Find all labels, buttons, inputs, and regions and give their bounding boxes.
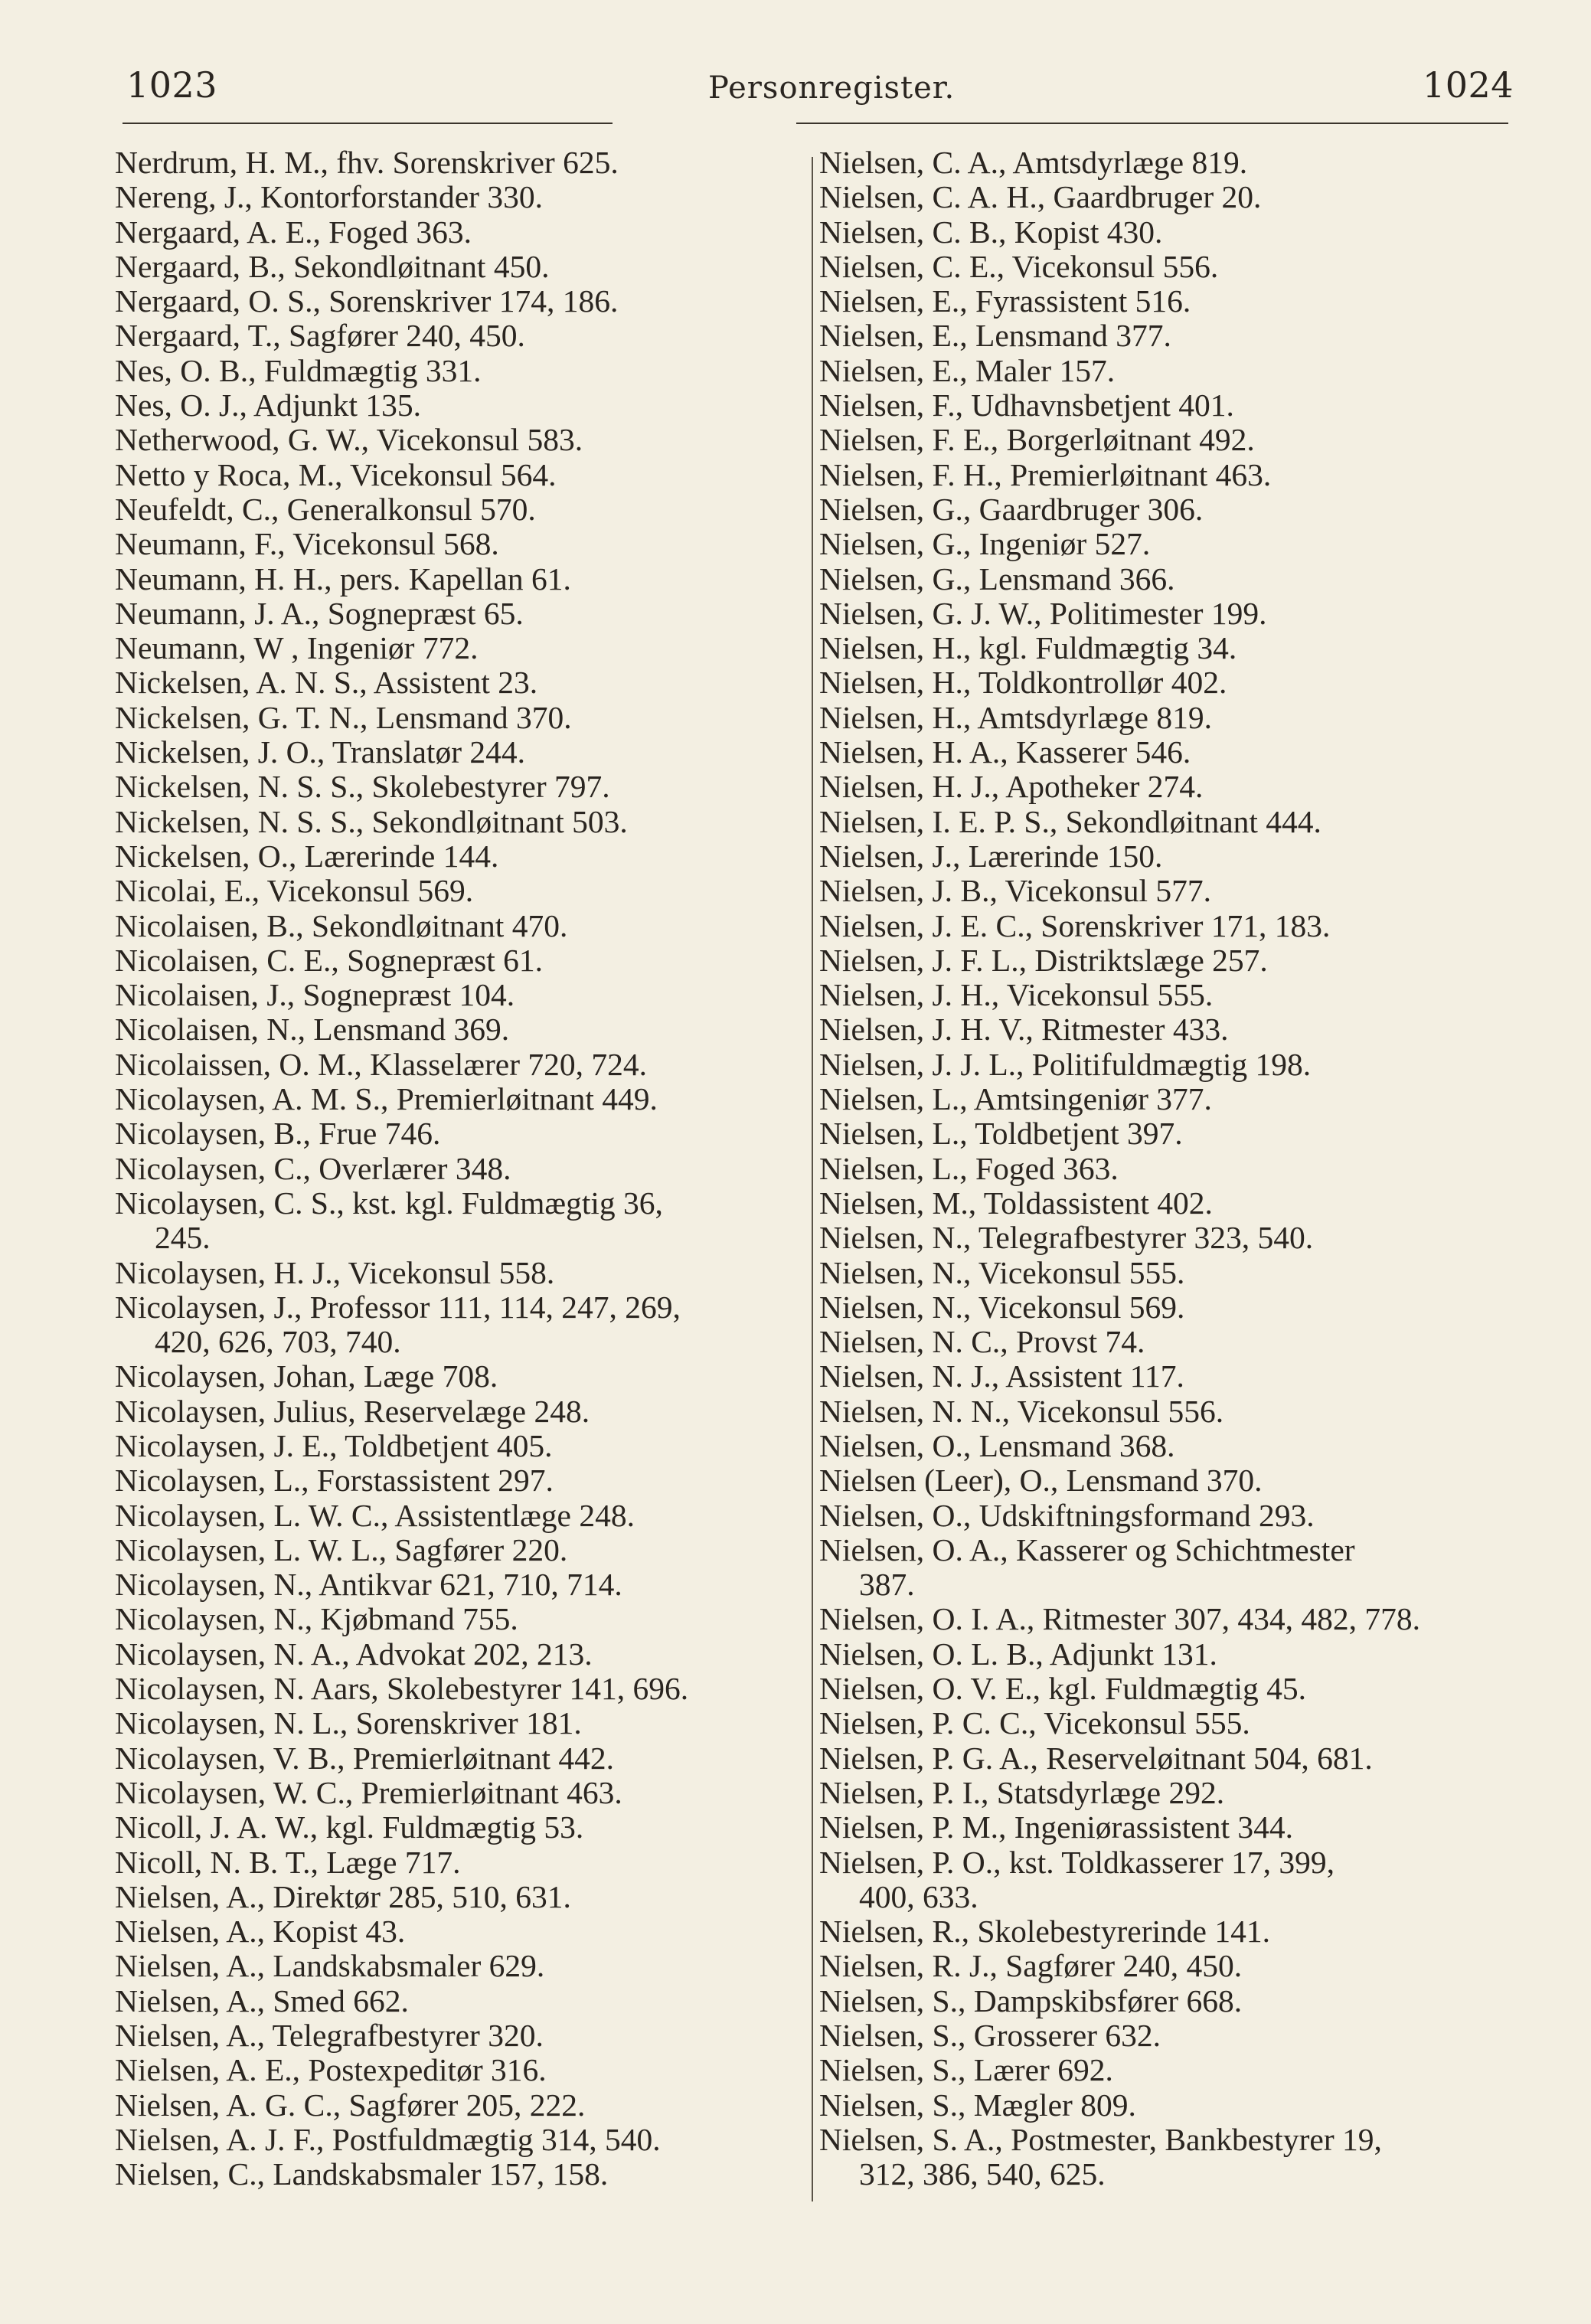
entry-continuation: 312, 386, 540, 625. bbox=[859, 2156, 1106, 2192]
register-entry: Nicolaissen, O. M., Klasselærer 720, 724. bbox=[115, 1046, 648, 1082]
register-entry: Nicolaysen, N., Kjøbmand 755. bbox=[115, 1601, 518, 1637]
entry-continuation: 387. bbox=[859, 1567, 915, 1603]
header-rule-right bbox=[796, 123, 1508, 124]
register-entry: Nielsen, C. B., Kopist 430. bbox=[819, 214, 1163, 250]
register-entry: Nicolaysen, L. W. L., Sagfører 220. bbox=[115, 1531, 568, 1567]
register-entry: Nielsen, J. H. V., Ritmester 433. bbox=[819, 1012, 1229, 1048]
register-entry: Nickelsen, N. S. S., Sekondløitnant 503. bbox=[115, 803, 628, 839]
register-entry: Nerdrum, H. M., fhv. Sorenskriver 625. bbox=[115, 145, 619, 180]
register-entry: Nielsen, R., Skolebestyrerinde 141. bbox=[819, 1914, 1270, 1950]
register-entry: Nielsen, G., Ingeniør 527. bbox=[819, 526, 1151, 562]
register-entry: Nielsen, N., Telegrafbestyrer 323, 540. bbox=[819, 1220, 1314, 1256]
register-entry: Nielsen, F. H., Premierløitnant 463. bbox=[819, 456, 1272, 492]
register-entry: Nicolaysen, H. J., Vicekonsul 558. bbox=[115, 1254, 555, 1290]
register-entry: Nielsen, A., Telegrafbestyrer 320. bbox=[115, 2018, 544, 2054]
register-entry: Nielsen, L., Foged 363. bbox=[819, 1150, 1119, 1186]
entry-continuation: 400, 633. bbox=[859, 1878, 978, 1914]
register-entry: Nielsen, A. E., Postexpeditør 316. bbox=[115, 2052, 547, 2088]
register-entry: Nielsen, E., Fyrassistent 516. bbox=[819, 283, 1191, 319]
register-entry: Nielsen, N., Vicekonsul 569. bbox=[819, 1289, 1185, 1325]
register-entry: Nicolaysen, C. S., kst. kgl. Fuldmægtig 36, bbox=[115, 1185, 663, 1221]
right-column bbox=[819, 145, 1508, 2192]
register-entry: Nicolaysen, J., Professor 111, 114, 247, 269, bbox=[115, 1289, 681, 1325]
register-entry: Nicolaysen, J. E., Toldbetjent 405. bbox=[115, 1427, 553, 1463]
register-entry: Nielsen, O., Udskiftningsformand 293. bbox=[819, 1497, 1315, 1533]
register-entry: Nielsen, A., Kopist 43. bbox=[115, 1914, 406, 1950]
column-divider bbox=[812, 157, 813, 2201]
register-entry: Nergaard, B., Sekondløitnant 450. bbox=[115, 248, 550, 284]
register-entry: Nielsen, J. E. C., Sorenskriver 171, 183. bbox=[819, 907, 1331, 943]
register-entry: Nielsen, G., Lensmand 366. bbox=[819, 561, 1175, 597]
register-entry: Nielsen, H., kgl. Fuldmægtig 34. bbox=[819, 630, 1237, 666]
register-entry: Nicolaisen, C. E., Sognepræst 61. bbox=[115, 942, 544, 978]
register-entry: Nicolaysen, Julius, Reservelæge 248. bbox=[115, 1393, 590, 1429]
register-entry: Nielsen, C., Landskabsmaler 157, 158. bbox=[115, 2156, 609, 2192]
register-entry: Nielsen, S., Mægler 809. bbox=[819, 2087, 1136, 2123]
register-entry: Nielsen, L., Amtsingeniør 377. bbox=[819, 1081, 1212, 1117]
register-entry: Nielsen, S., Grosserer 632. bbox=[819, 2018, 1161, 2054]
register-entry: Nielsen, P. I., Statsdyrlæge 292. bbox=[819, 1774, 1225, 1810]
register-entry: Nielsen (Leer), O., Lensmand 370. bbox=[819, 1463, 1263, 1499]
register-entry: Nielsen, O. L. B., Adjunkt 131. bbox=[819, 1636, 1217, 1672]
register-entry: Nielsen, A., Direktør 285, 510, 631. bbox=[115, 1878, 571, 1914]
register-entry: Nicoll, J. A. W., kgl. Fuldmægtig 53. bbox=[115, 1809, 584, 1845]
register-entry: Nielsen, G., Gaardbruger 306. bbox=[819, 491, 1204, 527]
register-entry: Nergaard, O. S., Sorenskriver 174, 186. bbox=[115, 283, 619, 319]
register-entry: Nicolaysen, N. L., Sorenskriver 181. bbox=[115, 1705, 582, 1741]
register-entry: Netherwood, G. W., Vicekonsul 583. bbox=[115, 422, 583, 458]
register-entry: Nielsen, E., Maler 157. bbox=[819, 352, 1116, 388]
register-entry: Nielsen, J., Lærerinde 150. bbox=[819, 838, 1163, 874]
register-entry: Nielsen, I. E. P. S., Sekondløitnant 444. bbox=[819, 803, 1321, 839]
register-entry: Nielsen, J. F. L., Distriktslæge 257. bbox=[819, 942, 1268, 978]
register-entry: Nielsen, H. A., Kasserer 546. bbox=[819, 734, 1191, 770]
register-entry: Nergaard, A. E., Foged 363. bbox=[115, 214, 472, 250]
register-entry: Nicolaysen, Johan, Læge 708. bbox=[115, 1358, 498, 1394]
register-entry: Nielsen, C. A. H., Gaardbruger 20. bbox=[819, 179, 1262, 215]
register-entry: Nielsen, C. E., Vicekonsul 556. bbox=[819, 248, 1219, 284]
register-entry: Nielsen, P. M., Ingeniørassistent 344. bbox=[819, 1809, 1293, 1845]
register-entry: Nielsen, H., Amtsdyrlæge 819. bbox=[819, 699, 1212, 735]
register-entry: Nicolaysen, C., Overlærer 348. bbox=[115, 1150, 511, 1186]
register-entry: Nielsen, O. A., Kasserer og Schichtmester bbox=[819, 1531, 1355, 1567]
left-column bbox=[115, 145, 796, 2192]
register-entry: Netto y Roca, M., Vicekonsul 564. bbox=[115, 456, 557, 492]
register-entry: Nicolaisen, B., Sekondløitnant 470. bbox=[115, 907, 568, 943]
register-entry: Nielsen, A. J. F., Postfuldmægtig 314, 540. bbox=[115, 2121, 661, 2157]
register-entry: Nielsen, M., Toldassistent 402. bbox=[819, 1185, 1213, 1221]
register-entry: Nicolaisen, J., Sognepræst 104. bbox=[115, 977, 515, 1013]
register-entry: Nergaard, T., Sagfører 240, 450. bbox=[115, 318, 525, 354]
register-entry: Nicolaysen, A. M. S., Premierløitnant 449. bbox=[115, 1081, 658, 1117]
register-entry: Nielsen, N. J., Assistent 117. bbox=[819, 1358, 1184, 1394]
register-entry: Neumann, W , Ingeniør 772. bbox=[115, 630, 479, 666]
register-entry: Nes, O. J., Adjunkt 135. bbox=[115, 387, 422, 423]
register-entry: Nicolaisen, N., Lensmand 369. bbox=[115, 1012, 510, 1048]
register-entry: Nielsen, E., Lensmand 377. bbox=[819, 318, 1171, 354]
register-entry: Nielsen, N., Vicekonsul 555. bbox=[819, 1254, 1185, 1290]
register-entry: Nielsen, N. C., Provst 74. bbox=[819, 1324, 1145, 1360]
register-entry: Nickelsen, J. O., Translatør 244. bbox=[115, 734, 526, 770]
register-entry: Neumann, F., Vicekonsul 568. bbox=[115, 526, 499, 562]
register-entry: Nielsen, S. A., Postmester, Bankbestyrer 19, bbox=[819, 2121, 1382, 2157]
register-entry: Nielsen, A., Smed 662. bbox=[115, 1982, 409, 2018]
register-entry: Nielsen, J. H., Vicekonsul 555. bbox=[819, 977, 1214, 1013]
register-entry: Neumann, H. H., pers. Kapellan 61. bbox=[115, 561, 571, 597]
register-entry: Neumann, J. A., Sognepræst 65. bbox=[115, 595, 524, 631]
register-entry: Nicolaysen, B., Frue 746. bbox=[115, 1116, 441, 1152]
register-entry: Nielsen, P. O., kst. Toldkasserer 17, 399, bbox=[819, 1844, 1335, 1880]
register-entry: Nicolaysen, V. B., Premierløitnant 442. bbox=[115, 1740, 615, 1776]
register-entry: Nickelsen, N. S. S., Skolebestyrer 797. bbox=[115, 769, 610, 805]
register-entry: Nielsen, P. G. A., Reserveløitnant 504, 681. bbox=[819, 1740, 1373, 1776]
register-entry: Nickelsen, A. N. S., Assistent 23. bbox=[115, 665, 538, 701]
register-entry: Nielsen, P. C. C., Vicekonsul 555. bbox=[819, 1705, 1250, 1741]
register-entry: Nicolaysen, N., Antikvar 621, 710, 714. bbox=[115, 1567, 622, 1603]
register-entry: Nielsen, O. I. A., Ritmester 307, 434, 482, 778. bbox=[819, 1601, 1420, 1637]
register-entry: Nielsen, N. N., Vicekonsul 556. bbox=[819, 1393, 1224, 1429]
register-entry: Nicolaysen, W. C., Premierløitnant 463. bbox=[115, 1774, 622, 1810]
register-entry: Nicolaysen, L., Forstassistent 297. bbox=[115, 1463, 554, 1499]
register-entry: Nicolai, E., Vicekonsul 569. bbox=[115, 873, 474, 909]
register-entry: Nielsen, C. A., Amtsdyrlæge 819. bbox=[819, 145, 1248, 180]
register-entry: Nielsen, S., Dampskibsfører 668. bbox=[819, 1982, 1243, 2018]
register-entry: Nickelsen, O., Lærerinde 144. bbox=[115, 838, 499, 874]
register-entry: Nielsen, J. B., Vicekonsul 577. bbox=[819, 873, 1212, 909]
register-entry: Nielsen, O., Lensmand 368. bbox=[819, 1427, 1175, 1463]
register-entry: Nielsen, O. V. E., kgl. Fuldmægtig 45. bbox=[819, 1671, 1306, 1707]
entry-continuation: 420, 626, 703, 740. bbox=[155, 1324, 401, 1360]
left-page-number: 1023 bbox=[126, 64, 218, 106]
right-page-number: 1024 bbox=[1423, 64, 1514, 106]
register-entry: Nickelsen, G. T. N., Lensmand 370. bbox=[115, 699, 572, 735]
register-entry: Nielsen, A. G. C., Sagfører 205, 222. bbox=[115, 2087, 586, 2123]
register-entry: Nes, O. B., Fuldmægtig 331. bbox=[115, 352, 482, 388]
register-entry: Nielsen, J. J. L., Politifuldmægtig 198. bbox=[819, 1046, 1312, 1082]
register-entry: Nielsen, L., Toldbetjent 397. bbox=[819, 1116, 1183, 1152]
entry-continuation: 245. bbox=[155, 1220, 211, 1256]
register-entry: Nicolaysen, N. Aars, Skolebestyrer 141, 696. bbox=[115, 1671, 689, 1707]
running-title: Personregister. bbox=[708, 70, 956, 106]
register-entry: Nicolaysen, L. W. C., Assistentlæge 248. bbox=[115, 1497, 635, 1533]
register-entry: Neufeldt, C., Generalkonsul 570. bbox=[115, 491, 536, 527]
register-entry: Nielsen, R. J., Sagfører 240, 450. bbox=[819, 1948, 1243, 1984]
register-entry: Nielsen, H., Toldkontrollør 402. bbox=[819, 665, 1227, 701]
register-entry: Nielsen, S., Lærer 692. bbox=[819, 2052, 1113, 2088]
register-entry: Nielsen, F. E., Borgerløitnant 492. bbox=[819, 422, 1255, 458]
register-entry: Nicolaysen, N. A., Advokat 202, 213. bbox=[115, 1636, 593, 1672]
register-entry: Nereng, J., Kontorforstander 330. bbox=[115, 179, 543, 215]
register-entry: Nielsen, G. J. W., Politimester 199. bbox=[819, 595, 1267, 631]
register-entry: Nielsen, F., Udhavnsbetjent 401. bbox=[819, 387, 1234, 423]
register-entry: Nielsen, H. J., Apotheker 274. bbox=[819, 769, 1204, 805]
header-rule-left bbox=[123, 123, 613, 124]
register-entry: Nicoll, N. B. T., Læge 717. bbox=[115, 1844, 461, 1880]
register-entry: Nielsen, A., Landskabsmaler 629. bbox=[115, 1948, 545, 1984]
